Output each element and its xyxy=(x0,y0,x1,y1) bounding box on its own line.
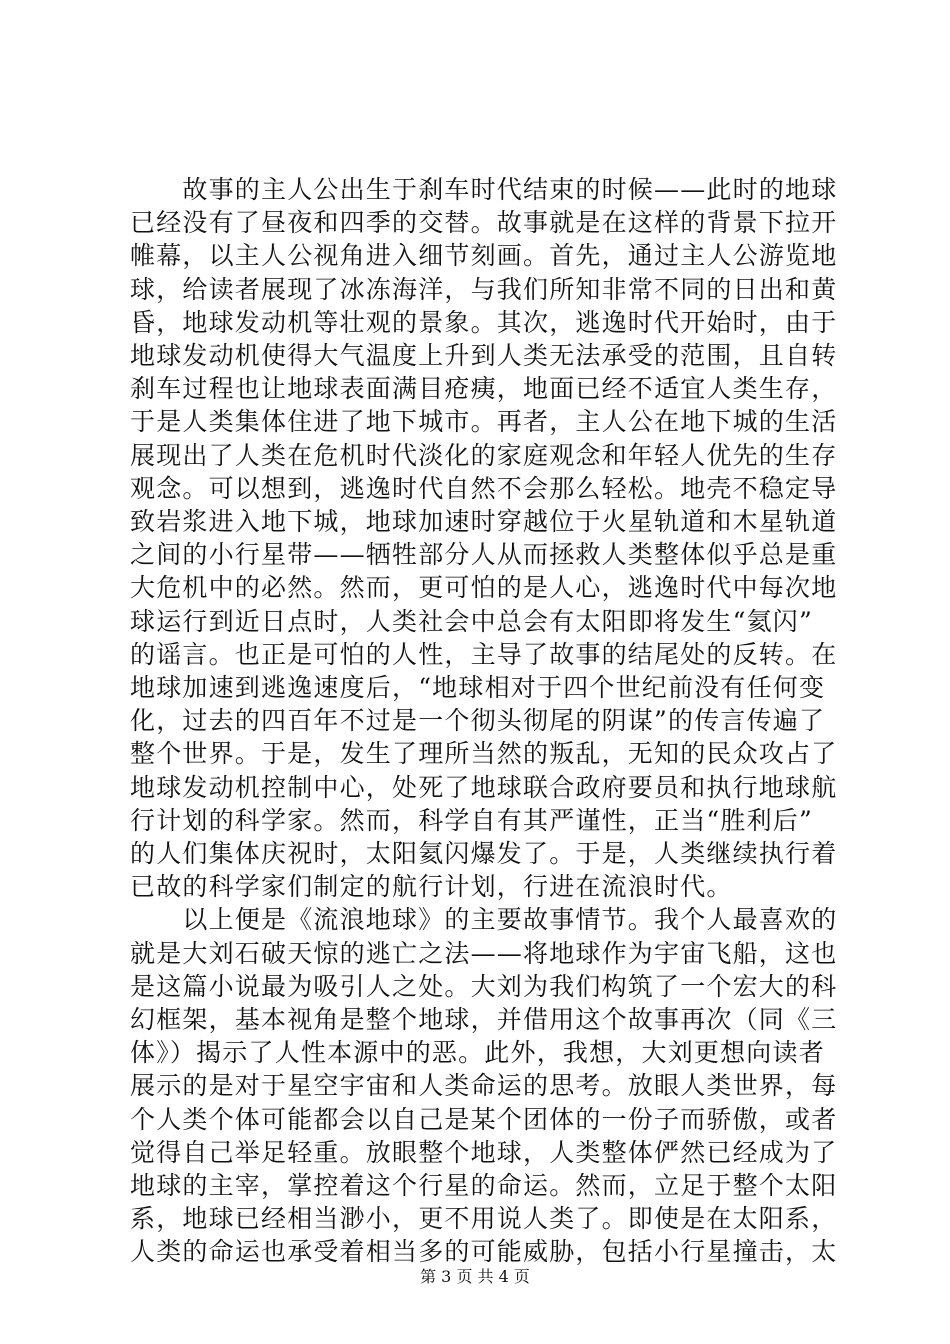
body-line: 觉得自己举足轻重。放眼整个地球，人类整体俨然已经成为了 xyxy=(130,1137,838,1167)
body-line: 整个世界。于是，发生了理所当然的叛乱，无知的民众攻占了 xyxy=(130,739,838,769)
body-line: 的谣言。也正是可怕的人性，主导了故事的结尾处的反转。在 xyxy=(130,639,838,669)
body-line: 地球发动机使得大气温度上升到人类无法承受的范围，且自转 xyxy=(130,341,838,370)
body-line: 是这篇小说最为吸引人之处。大刘为我们构筑了一个宏大的科 xyxy=(130,971,838,1001)
body-line: 地球发动机控制中心，处死了地球联合政府要员和执行地球航 xyxy=(130,772,838,802)
body-line: 昏，地球发动机等壮观的景象。其次，逃逸时代开始时，由于 xyxy=(130,307,838,337)
body-line: 系，地球已经相当渺小，更不用说人类了。即使是在太阳系， xyxy=(130,1204,838,1234)
body-line: 致岩浆进入地下城，地球加速时穿越位于火星轨道和木星轨道 xyxy=(130,507,838,536)
body-line: 于是人类集体住进了地下城市。再者，主人公在地下城的生活 xyxy=(130,407,838,437)
body-line: 已经没有了昼夜和四季的交替。故事就是在这样的背景下拉开 xyxy=(130,208,838,238)
body-line: 帷幕，以主人公视角进入细节刻画。首先，通过主人公游览地 xyxy=(130,241,838,271)
body-line: 展示的是对于星空宇宙和人类命运的思考。放眼人类世界，每 xyxy=(130,1071,838,1101)
body-line: 展现出了人类在危机时代淡化的家庭观念和年轻人优先的生存 xyxy=(130,440,838,470)
body-line: 地球的主宰，掌控着这个行星的命运。然而，立足于整个太阳 xyxy=(130,1171,838,1200)
body-line: 刹车过程也让地球表面满目疮痍，地面已经不适宜人类生存， xyxy=(130,374,838,404)
body-line: 人类的命运也承受着相当多的可能威胁，包括小行星撞击，太 xyxy=(130,1237,838,1267)
body-line: 球运行到近日点时，人类社会中总会有太阳即将发生“氦闪” xyxy=(130,606,813,636)
body-line: 体》）揭示了人性本源中的恶。此外，我想，大刘更想向读者 xyxy=(130,1038,825,1068)
body-line: 地球加速到逃逸速度后，“地球相对于四个世纪前没有任何变 xyxy=(130,673,826,702)
body-line: 以上便是《流浪地球》的主要故事情节。我个人最喜欢的 xyxy=(130,905,838,935)
body-line: 个人类个体可能都会以自己是某个团体的一份子而骄傲，或者 xyxy=(130,1104,838,1134)
body-line: 已故的科学家们制定的航行计划，行进在流浪时代。 xyxy=(130,872,733,902)
body-line: 行计划的科学家。然而，科学自有其严谨性，正当“胜利后” xyxy=(130,805,813,835)
page-number-footer: 第 3 页 共 4 页 xyxy=(420,1267,530,1286)
body-line: 就是大刘石破天惊的逃亡之法——将地球作为宇宙飞船，这也 xyxy=(130,938,838,968)
body-line: 球，给读者展现了冰冻海洋，与我们所知非常不同的日出和黄 xyxy=(130,274,838,304)
body-line: 观念。可以想到，逃逸时代自然不会那么轻松。地壳不稳定导 xyxy=(130,473,838,503)
body-line: 故事的主人公出生于刹车时代结束的时候——此时的地球 xyxy=(130,175,838,204)
body-line: 之间的小行星带——牺牲部分人从而拯救人类整体似乎总是重 xyxy=(130,540,838,570)
body-line: 的人们集体庆祝时，太阳氦闪爆发了。于是，人类继续执行着 xyxy=(130,839,838,868)
body-line: 大危机中的必然。然而，更可怕的是人心，逃逸时代中每次地 xyxy=(130,573,838,603)
body-line: 幻框架，基本视角是整个地球，并借用这个故事再次（同《三 xyxy=(130,1005,838,1034)
body-line: 化，过去的四百年不过是一个彻头彻尾的阴谋”的传言传遍了 xyxy=(130,706,826,736)
